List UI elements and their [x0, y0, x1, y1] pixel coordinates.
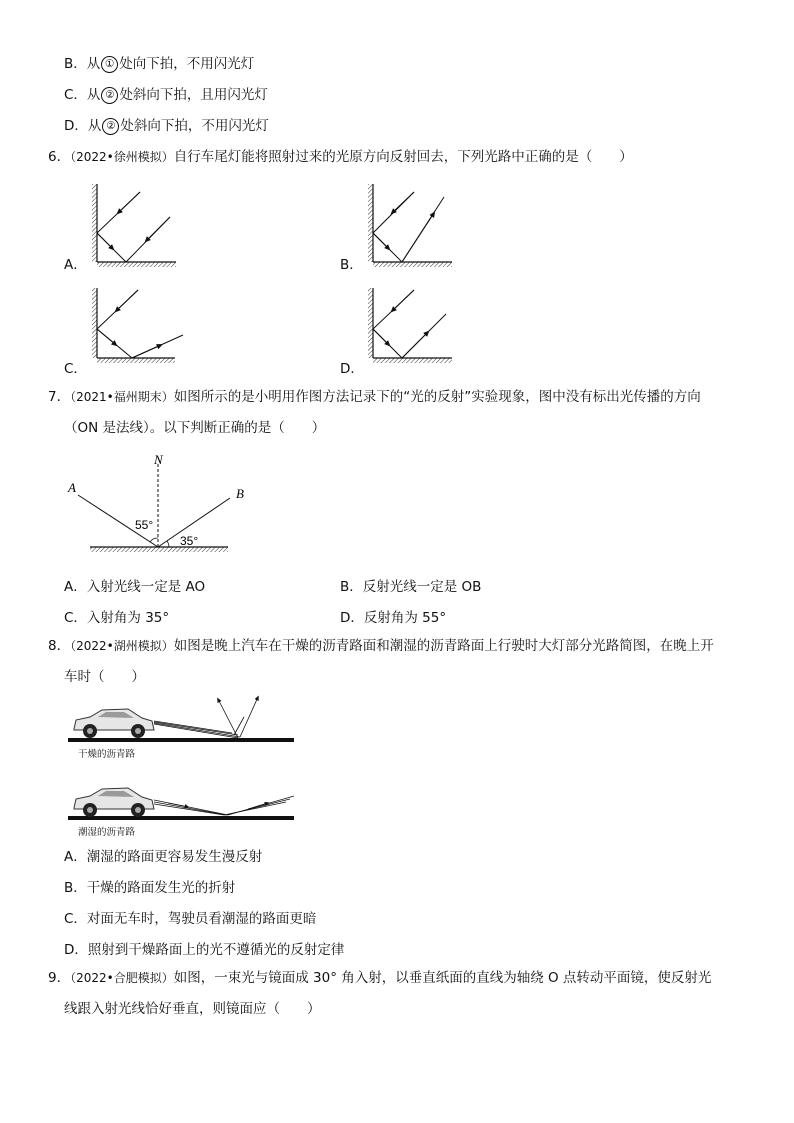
ray-arrow [97, 329, 116, 345]
ray-arrow [373, 329, 389, 345]
q5-option-c-text: 处斜向下拍，且用闪光灯 [119, 87, 268, 103]
mirror-hatch-horizontal [373, 262, 452, 267]
headlight-ray [154, 721, 232, 733]
road-surface [68, 738, 294, 742]
q8-caption-dry: 干燥的沥青路 [78, 749, 136, 760]
q6-label-d[interactable]: D． [340, 361, 364, 377]
q6-diagram-c [88, 282, 198, 372]
q6-stem-text: 自行车尾灯能将照射过来的光原方向反射回去，下列光路中正确的是（ ） [173, 149, 633, 165]
ray-arrow [373, 233, 389, 249]
q5-option-b[interactable] [64, 55, 254, 73]
q7-stem-line1 [48, 388, 701, 406]
angle-arc-35 [167, 541, 169, 547]
q5-option-b-circle: ① [101, 56, 118, 73]
q6-stem [48, 148, 633, 166]
angle-label-55: 55° [135, 518, 154, 532]
ray-arrow [402, 213, 434, 262]
q8-figure-dry [68, 693, 298, 745]
q8-stem-line1 [48, 637, 714, 655]
q5-option-b-letter: B．从 [64, 56, 101, 72]
mirror-hatch-vertical [368, 184, 373, 262]
q5-option-c-letter: C．从 [64, 87, 101, 103]
q8-stem-line2: 车时（ ） [64, 669, 145, 685]
ray-arrow [392, 290, 414, 311]
label-a: A [68, 480, 76, 495]
road-surface [68, 816, 294, 820]
headlight-ray [154, 724, 238, 738]
light-ray [97, 192, 170, 262]
q8-source: （2022•湖州模拟） [70, 639, 174, 653]
car-icon [74, 788, 154, 817]
q5-option-d-text: 处斜向下拍，不用闪光灯 [120, 118, 269, 134]
headlight-ray [154, 723, 240, 737]
label-b: B [236, 486, 244, 501]
light-ray [97, 290, 183, 358]
q7-option-c[interactable]: C．入射角为 35° [64, 610, 170, 626]
q6-label-b[interactable]: B． [340, 257, 363, 273]
ray-arrow [392, 192, 414, 213]
q5-option-c-circle: ② [101, 87, 118, 104]
q6-diagram-d [364, 282, 464, 372]
q9-source: （2022•合肥模拟） [70, 971, 174, 985]
q7-option-b[interactable]: B．反射光线一定是 OB [340, 579, 482, 595]
mirror-hatch-horizontal [97, 262, 176, 267]
q9-stem-text-1: 如图，一束光与镜面成 30° 角入射，以垂直纸面的直线为轴绕 O 点转动平面镜，使反射光 [173, 970, 712, 986]
headlight-ray [154, 722, 238, 735]
q6-source: （2022•徐州模拟） [70, 150, 174, 164]
angle-label-35: 35° [180, 534, 199, 548]
ray-arrow [402, 332, 428, 358]
q8-figure-wet [68, 782, 298, 824]
ray-arrow [116, 290, 138, 311]
ray-arrow [118, 192, 140, 213]
ray-arrow [97, 233, 113, 249]
q6-label-a[interactable]: A． [64, 257, 87, 273]
q5-option-b-text: 处向下拍，不用闪光灯 [119, 56, 255, 72]
q9-number: 9． [48, 970, 71, 986]
q7-source: （2021•福州期末） [70, 390, 174, 404]
label-n: N [154, 452, 163, 467]
q5-option-d[interactable] [64, 117, 269, 135]
q5-option-c[interactable] [64, 86, 268, 104]
q7-diagram [66, 450, 246, 560]
mirror-hatch-vertical [368, 288, 373, 358]
mirror-hatch [90, 547, 228, 552]
car-icon [74, 709, 154, 738]
q5-option-d-circle: ② [102, 118, 119, 135]
q8-stem-text-1: 如图是晚上汽车在干燥的沥青路面和潮湿的沥青路面上行驶时大灯部分光路简图，在晚上开 [173, 638, 714, 654]
q8-option-a[interactable]: A．潮湿的路面更容易发生漫反射 [64, 849, 263, 865]
mirror-hatch-horizontal [97, 358, 175, 363]
mirror-hatch-vertical [92, 184, 97, 262]
light-ray [373, 290, 446, 358]
q7-option-a[interactable]: A．入射光线一定是 AO [64, 579, 206, 595]
q8-option-d[interactable]: D．照射到干燥路面上的光不遵循光的反射定律 [64, 942, 345, 958]
q8-option-b[interactable]: B．干燥的路面发生光的折射 [64, 880, 236, 896]
q6-diagram-b [364, 180, 464, 270]
q7-stem-line2: （ON 是法线）。以下判断正确的是（ ） [64, 420, 326, 436]
q8-option-c[interactable]: C．对面无车时，驾驶员看潮湿的路面更暗 [64, 911, 317, 927]
q6-label-c[interactable]: C． [64, 361, 87, 377]
q9-stem-line1 [48, 969, 711, 987]
q6-number: 6． [48, 149, 71, 165]
q9-stem-line2: 线跟入射光线恰好垂直，则镜面应（ ） [64, 1001, 321, 1017]
mirror-hatch-horizontal [373, 358, 452, 363]
q7-stem-text-1: 如图所示的是小明用作图方法记录下的“光的反射”实验现象，图中没有标出光传播的方向 [173, 389, 701, 405]
ray-arrow [132, 345, 161, 358]
q7-option-d[interactable]: D．反射角为 55° [340, 610, 447, 626]
ray-arrow [146, 217, 170, 241]
angle-arc-55 [150, 538, 158, 542]
q8-number: 8． [48, 638, 71, 654]
q8-caption-wet: 潮湿的沥青路 [78, 827, 136, 838]
q7-number: 7． [48, 389, 71, 405]
reflected-ray [240, 697, 258, 737]
q6-diagram-a [88, 180, 188, 270]
mirror-hatch-vertical [92, 288, 97, 358]
q5-option-d-letter: D．从 [64, 118, 102, 134]
